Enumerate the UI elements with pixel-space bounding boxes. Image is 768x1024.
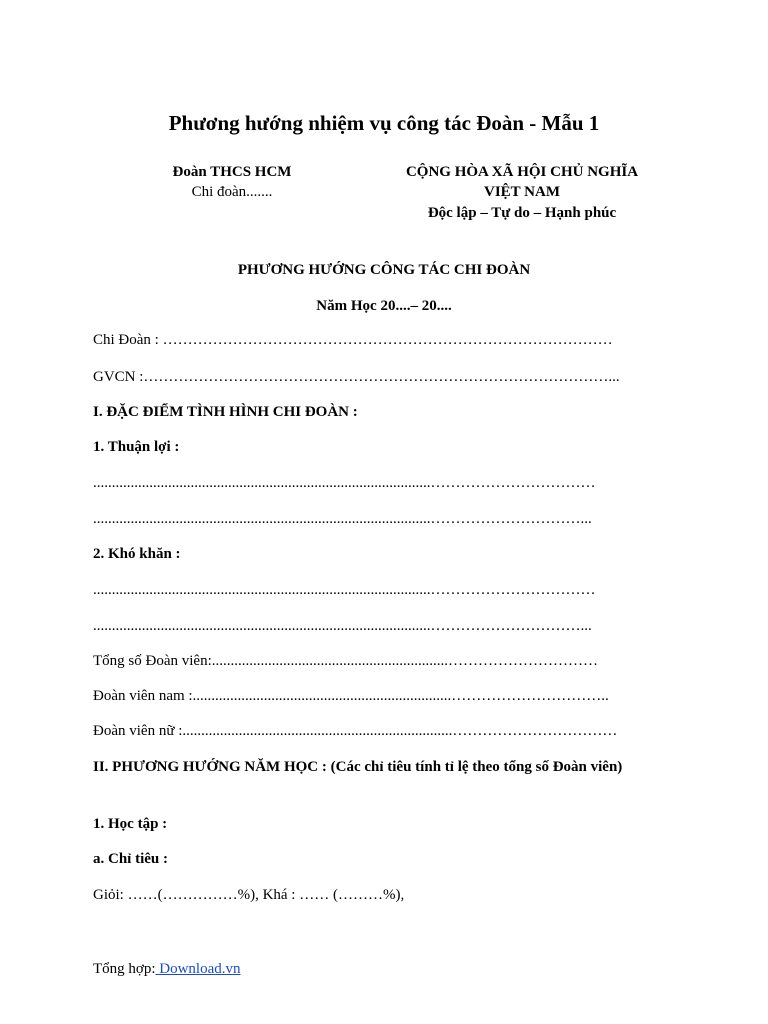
form-heading: PHƯƠNG HƯỚNG CÔNG TÁC CHI ĐOÀN — [237, 262, 531, 278]
footer-label: Tổng hợp: — [93, 961, 156, 977]
header-motto: Độc lập – Tự do – Hạnh phúc — [427, 205, 617, 221]
total-members-field: Tổng số Đoàn viên:...............................................................………………………… — [93, 653, 598, 669]
document-title: Phương hướng nhiệm vụ công tác Đoàn - Mẫu 1 — [168, 111, 600, 135]
difficulties-line-1: ..........................................................................................…………………………… — [93, 582, 596, 598]
male-members-field: Đoàn viên nam :.....................................................................………………………….. — [93, 688, 609, 704]
advantages-line-1: ..........................................................................................…………………………… — [93, 475, 596, 491]
header-unit-name: Chi đoàn....... — [191, 184, 273, 200]
section2-heading: II. PHƯƠNG HƯỚNG NĂM HỌC : (Các chỉ tiêu tính tỉ lệ theo tổng số Đoàn viên) — [93, 759, 623, 775]
study-heading: 1. Học tập : — [93, 816, 168, 832]
chi-doan-field: Chi Đoàn : ……………………………………………………………………………… — [93, 332, 613, 348]
difficulties-heading: 2. Khó khăn : — [93, 546, 181, 562]
gvcn-field: GVCN :…………………………………………………………………………………... — [93, 369, 620, 385]
female-members-field: Đoàn viên nữ :........................................................................…………………………… — [93, 723, 618, 739]
footer-source — [93, 960, 241, 978]
targets-line: Giỏi: ……(……………%), Khá : …… (………%), — [93, 887, 405, 903]
advantages-heading: 1. Thuận lợi : — [93, 439, 180, 455]
header-org-name: Đoàn THCS HCM — [172, 164, 292, 180]
section1-heading: I. ĐẶC ĐIỂM TÌNH HÌNH CHI ĐOÀN : — [93, 404, 358, 420]
header-republic-line2: VIỆT NAM — [484, 184, 560, 200]
download-link[interactable]: Download.vn — [155, 961, 241, 977]
advantages-line-2: ..........................................................................................…………………………... — [93, 511, 592, 527]
difficulties-line-2: ..........................................................................................…………………………... — [93, 618, 592, 634]
school-year: Năm Học 20....– 20.... — [316, 298, 452, 314]
header-republic-line1: CỘNG HÒA XÃ HỘI CHỦ NGHĨA — [405, 164, 639, 180]
targets-heading: a. Chỉ tiêu : — [93, 851, 168, 867]
